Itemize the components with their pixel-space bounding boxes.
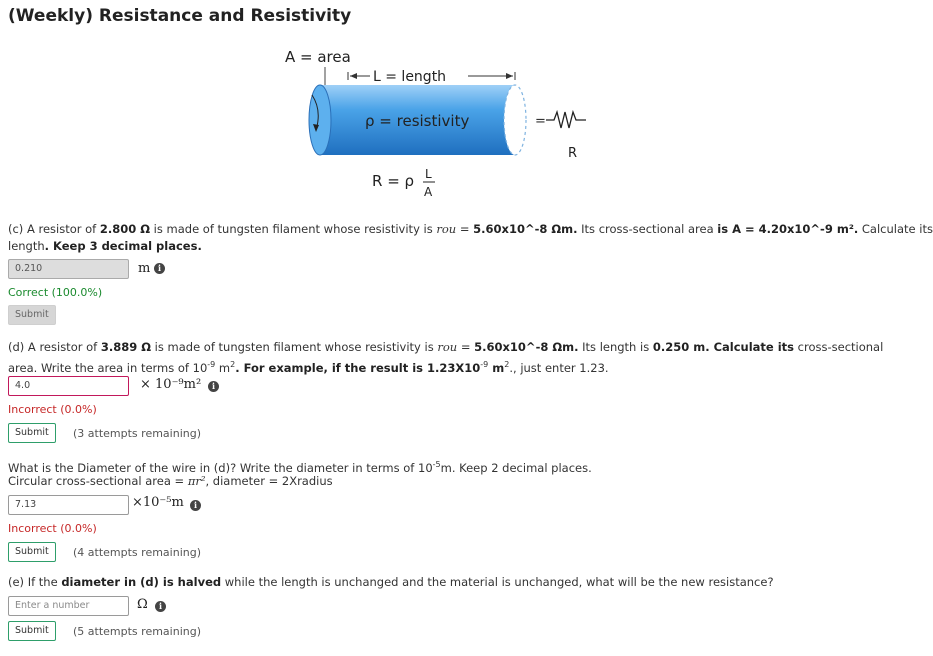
part-e-attempts: (5 attempts remaining) — [73, 625, 201, 638]
area-label: A = area — [285, 48, 351, 66]
info-icon[interactable]: i — [154, 263, 165, 274]
formula-numerator: L — [425, 167, 432, 181]
info-icon[interactable]: i — [190, 500, 201, 511]
resistivity-label: ρ = resistivity — [365, 112, 470, 130]
part-c-submit-button[interactable]: Submit — [8, 305, 56, 325]
formula-lhs: R = ρ — [372, 172, 415, 190]
diameter-submit-button[interactable]: Submit — [8, 542, 56, 562]
equals-sign: = — [535, 114, 546, 129]
resistor-label: R — [568, 146, 578, 161]
diameter-unit: ×10⁻⁵m — [132, 495, 184, 510]
resistor-figure — [285, 40, 620, 205]
part-e-submit-button[interactable]: Submit — [8, 621, 56, 641]
part-d-unit: × 10⁻⁹m² — [140, 377, 202, 392]
page-title: (Weekly) Resistance and Resistivity — [8, 6, 352, 26]
part-e-answer-input[interactable]: Enter a number — [8, 596, 129, 616]
formula-denominator: A — [424, 185, 433, 199]
part-d-answer-input[interactable]: 4.0 — [8, 376, 129, 396]
length-label: L = length — [373, 69, 447, 85]
part-c-question-line2: length. Keep 3 decimal places. — [8, 239, 202, 253]
part-e-unit: Ω — [137, 597, 148, 612]
part-d-attempts: (3 attempts remaining) — [73, 427, 201, 440]
diameter-question: What is the Diameter of the wire in (d)? Write the diameter in terms of $10^{-5}m$. Keep 2 decimal places. — [8, 460, 592, 475]
part-d-question-line2: area. Write the area in terms of $10^{-9}$ $m^2$. For example, if the result is $1.23X10^{-9}$ $m^2$., just enter 1.23. — [8, 360, 609, 375]
diameter-status: Incorrect (0.0%) — [8, 522, 97, 535]
diameter-answer-input[interactable]: 7.13 — [8, 495, 129, 515]
part-d-submit-button[interactable]: Submit — [8, 423, 56, 443]
part-e-question: (e) If the diameter in (d) is halved while the length is unchanged and the material is unchanged, what will be the new resistance? — [8, 575, 774, 589]
info-icon[interactable]: i — [155, 601, 166, 612]
part-c-answer-input[interactable]: 0.210 — [8, 259, 129, 279]
part-d-status: Incorrect (0.0%) — [8, 403, 97, 416]
part-c-unit: m — [138, 261, 151, 276]
diameter-attempts: (4 attempts remaining) — [73, 546, 201, 559]
part-d-question: (d) A resistor of 3.889 Ω is made of tungsten filament whose resistivity is rou = 5.60x10^-8 Ωm. Its length is 0.250 m. Calculate its cross-sectional — [8, 340, 884, 354]
info-icon[interactable]: i — [208, 381, 219, 392]
part-c-question: (c) A resistor of 2.800 Ω is made of tungsten filament whose resistivity is rou = 5.60x10^-8 Ωm. Its cross-sectional area is A = 4.20x10^-9 m². Calculate its — [8, 222, 933, 236]
diameter-question-line2: Circular cross-sectional area = πr², diameter = 2Xradius — [8, 474, 333, 488]
resistor-icon — [546, 112, 586, 128]
part-c-status: Correct (100.0%) — [8, 286, 103, 299]
